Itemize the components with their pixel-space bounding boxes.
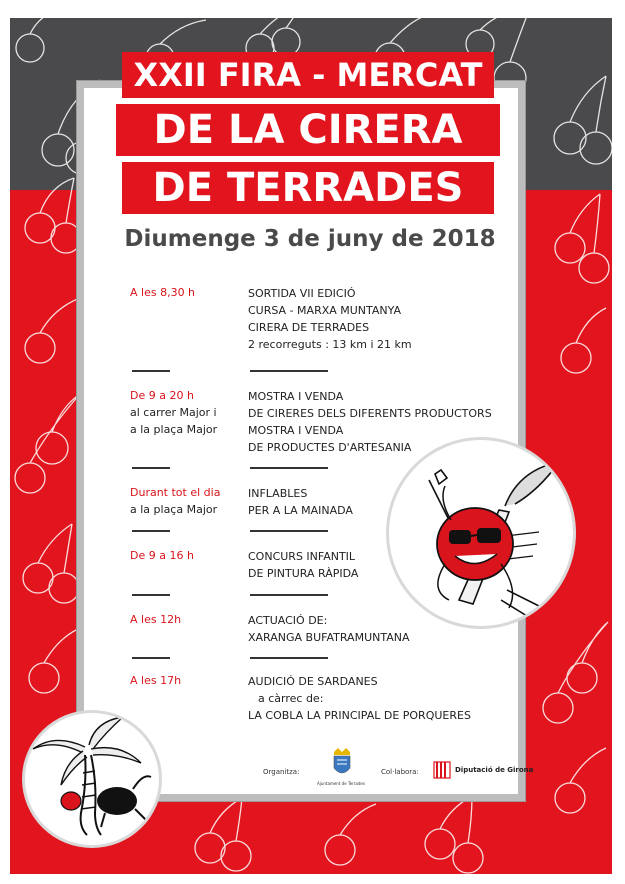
footer-sponsors xyxy=(255,748,535,796)
schedule-description-line: CONCURS INFANTIL xyxy=(248,550,356,563)
schedule-description-line: AUDICIÓ DE SARDANES xyxy=(248,675,378,688)
separator xyxy=(132,530,170,532)
organitza-name: Ajuntament de Terrades xyxy=(317,781,365,786)
title-line-3: DE TERRADES xyxy=(122,162,494,214)
schedule-description-line: DE PINTURA RÀPIDA xyxy=(248,567,359,580)
organitza-label: Organitza: xyxy=(263,768,300,776)
schedule-description-line: ACTUACIÓ DE: xyxy=(248,614,328,627)
schedule-time: Durant tot el dia xyxy=(130,486,221,499)
schedule-place: a la plaça Major xyxy=(130,503,218,516)
schedule-time: A les 12h xyxy=(130,613,182,626)
schedule-description-line: XARANGA BUFATRAMUNTANA xyxy=(248,631,410,644)
collabora-label: Col·labora: xyxy=(381,768,419,776)
schedule-description-line: SORTIDA VII EDICIÓ xyxy=(248,287,356,300)
collabora-name: Diputació de Girona xyxy=(455,766,534,774)
separator xyxy=(250,467,328,469)
schedule-description-line: MOSTRA I VENDA xyxy=(248,390,344,403)
schedule-description-line: PER A LA MAINADA xyxy=(248,504,353,517)
schedule-place: al carrer Major i xyxy=(130,406,217,419)
schedule-description-line: DE PRODUCTES D'ARTESANIA xyxy=(248,441,412,454)
schedule-time: De 9 a 16 h xyxy=(130,549,194,562)
sunbathing-cherry-illustration xyxy=(386,437,576,629)
schedule-description-line: LA COBLA LA PRINCIPAL DE PORQUERES xyxy=(248,709,471,722)
diputacio-girona-logo-icon xyxy=(433,760,451,780)
terrades-coat-of-arms-icon xyxy=(331,748,353,778)
schedule-description-line: a càrrec de: xyxy=(258,692,324,705)
schedule-description-line: DE CIRERES DELS DIFERENTS PRODUCTORS xyxy=(248,407,492,420)
schedule-time: A les 17h xyxy=(130,674,182,687)
separator xyxy=(250,530,328,532)
palm-tree-devil-illustration xyxy=(22,710,162,848)
schedule-time: A les 8,30 h xyxy=(130,286,196,299)
schedule-description-line: 2 recorreguts : 13 km i 21 km xyxy=(248,338,412,351)
separator xyxy=(132,467,170,469)
title-line-2: DE LA CIRERA xyxy=(116,104,500,156)
title-line-1: XXII FIRA - MERCAT xyxy=(122,52,494,98)
separator xyxy=(132,657,170,659)
schedule-description-line: MOSTRA I VENDA xyxy=(248,424,344,437)
event-date: Diumenge 3 de juny de 2018 xyxy=(124,226,496,252)
separator xyxy=(250,370,328,372)
separator xyxy=(132,594,170,596)
schedule-description-line: INFLABLES xyxy=(248,487,308,500)
separator xyxy=(250,657,328,659)
schedule-time: De 9 a 20 h xyxy=(130,389,194,402)
separator xyxy=(250,594,328,596)
schedule-description-line: CIRERA DE TERRADES xyxy=(248,321,370,334)
separator xyxy=(132,370,170,372)
schedule-place: a la plaça Major xyxy=(130,423,218,436)
schedule-description-line: CURSA - MARXA MUNTANYA xyxy=(248,304,402,317)
